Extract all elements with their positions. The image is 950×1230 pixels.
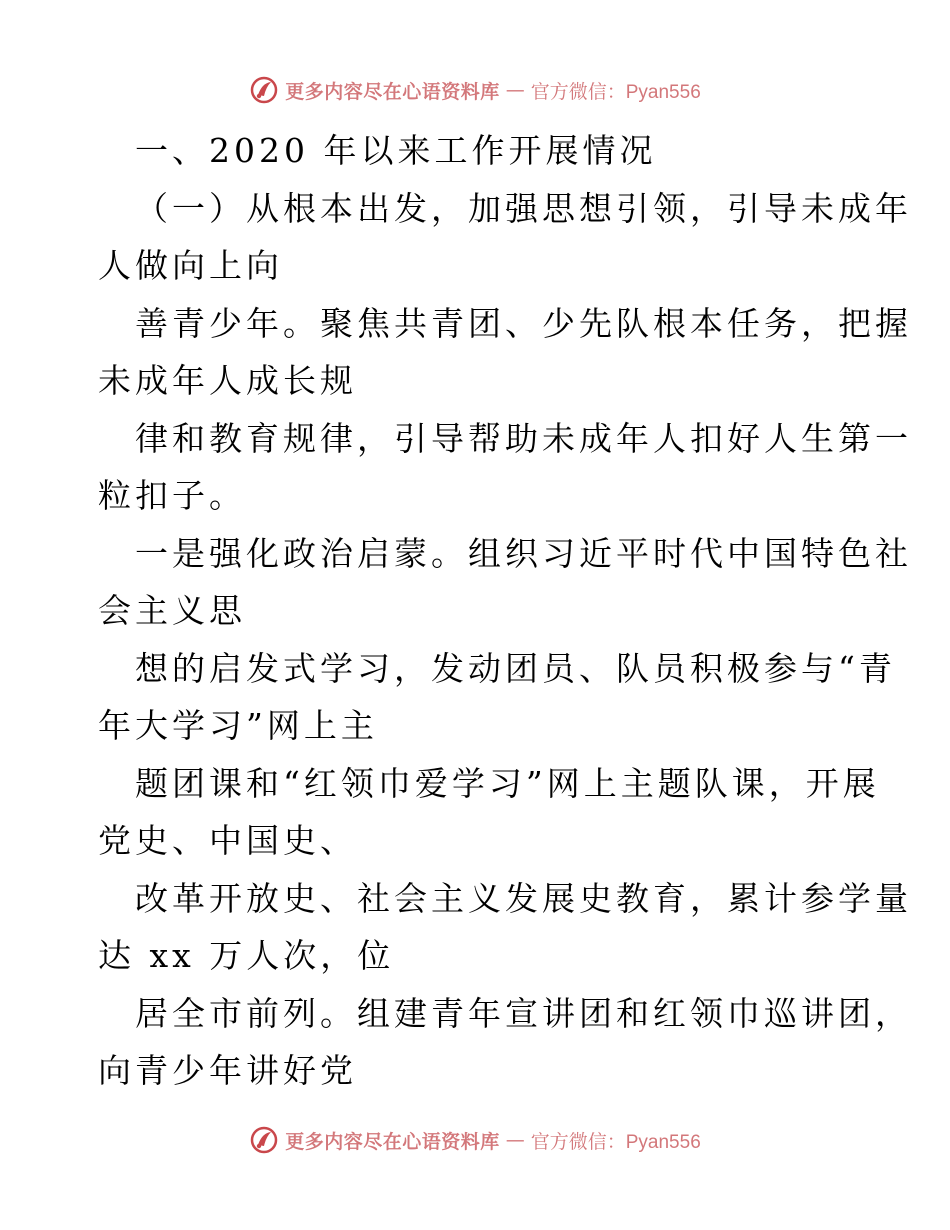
text-line: 题团课和“红领巾爱学习”网上主题队课，开展 — [135, 763, 880, 803]
text-line: 向青少年讲好党 — [98, 1051, 357, 1090]
watermark-contact — [531, 77, 701, 104]
text-line: 达 xx 万人次，位 — [98, 936, 395, 975]
text-line: 善青少年。聚焦共青团、少先队根本任务，把握 — [135, 303, 912, 343]
watermark-text: 更多内容尽在心语资料库 — [285, 80, 500, 103]
text-line: 改革开放史、社会主义发展史教育，累计参学量 — [135, 878, 912, 918]
text-line: 会主义思 — [98, 591, 246, 630]
watermark-contact — [531, 1127, 701, 1154]
watermark-contact-id: Pyan556 — [625, 81, 701, 103]
subsection-heading: （一）从根本出发，加强思想引领，引导未成年 — [135, 188, 912, 228]
text-line: 粒扣子。 — [98, 476, 246, 515]
text-line: 一是强化政治启蒙。组织习近平时代中国特色社 — [135, 533, 912, 573]
text-line: 居全市前列。组建青年宣讲团和红领巾巡讲团， — [135, 993, 912, 1033]
brush-seal-icon — [249, 1125, 279, 1155]
watermark-banner-top — [0, 70, 950, 110]
document-body — [98, 122, 912, 1100]
text-line: 想的启发式学习，发动团员、队员积极参与“青 — [135, 648, 896, 688]
watermark-contact-label: 官方微信： — [530, 80, 626, 103]
text-line: 律和教育规律，引导帮助未成年人扣好人生第一 — [135, 418, 912, 458]
section-heading: 一、2020 年以来工作开展情况 — [135, 131, 657, 170]
watermark-contact-id: Pyan556 — [625, 1131, 701, 1153]
text-line: 党史、中国史、 — [98, 821, 357, 860]
watermark-text: 更多内容尽在心语资料库 — [285, 1130, 500, 1153]
text-line: 年大学习”网上主 — [98, 706, 378, 745]
text-line: 未成年人成长规 — [98, 361, 357, 400]
watermark-contact-label: 官方微信： — [530, 1130, 626, 1153]
watermark-separator: — — [505, 79, 525, 101]
watermark-separator: — — [505, 1129, 525, 1151]
brush-seal-icon — [249, 75, 279, 105]
text-line: 人做向上向 — [98, 246, 283, 285]
watermark-banner-bottom — [0, 1120, 950, 1160]
